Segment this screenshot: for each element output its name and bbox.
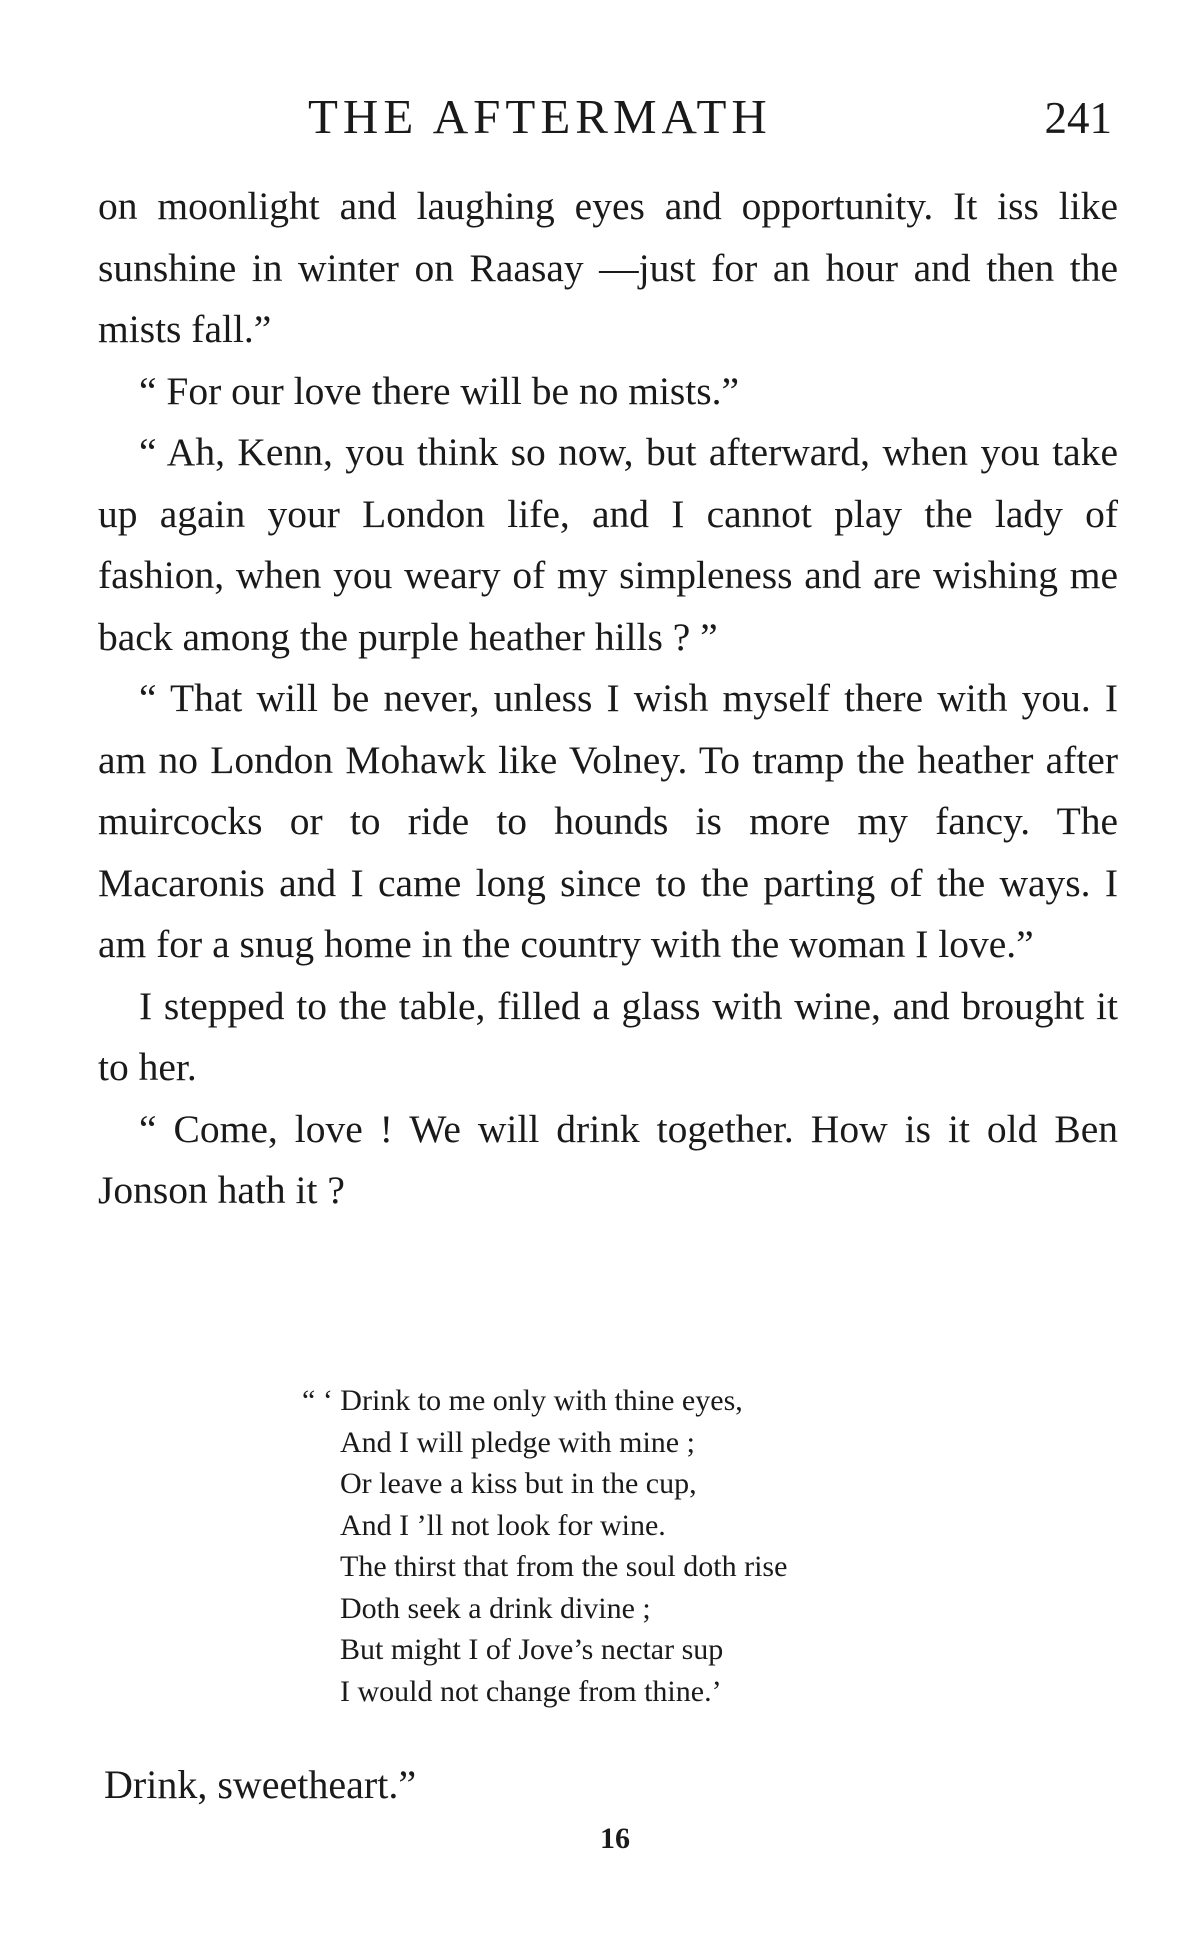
verse-line: Doth seek a drink divine ;	[340, 1591, 651, 1625]
verse-quotation	[302, 1380, 960, 1712]
closing-line: Drink, sweetheart.”	[104, 1762, 417, 1807]
paragraph: “ For our love there will be no mists.”	[139, 368, 740, 413]
paragraph: “ That will be never, unless I wish myself there with you. I am no London Mohawk like Volney. To tramp the heather after muircocks or to ride to hounds is more my fancy. The Macaronis and I came long since to the parting of the ways. I am for a snug home in the country with the woman I love.”	[98, 676, 1118, 966]
verse-line: But might I of Jove’s nectar sup	[340, 1633, 724, 1666]
paragraph: I stepped to the table, filled a glass with wine, and brought it to her.	[98, 983, 1118, 1089]
paragraph: “ Ah, Kenn, you think so now, but afterward, when you take up again your London life, and I cannot play the lady of fashion, when you weary of my simpleness and are wishing me back among the purple heather hills ? ”	[98, 430, 1118, 659]
page-number: 241	[1044, 93, 1112, 143]
verse-line: “ ‘ Drink to me only with thine eyes,	[302, 1384, 743, 1417]
paragraph: on moonlight and laughing eyes and opportunity. It iss like sunshine in winter on Raasay —just for an hour and then the mists fall.”	[98, 184, 1118, 351]
paragraph: “ Come, love ! We will drink together. How is it old Ben Jonson hath it ?	[98, 1106, 1118, 1212]
verse-line: Or leave a kiss but in the cup,	[340, 1467, 697, 1500]
body-text	[98, 176, 1118, 1222]
verse-line: And I will pledge with mine ;	[340, 1425, 695, 1459]
page-header	[98, 88, 1112, 148]
verse-line: And I ’ll not look for wine.	[340, 1508, 666, 1542]
verse-line: I would not change from thine.’	[340, 1674, 722, 1708]
verse-line: The thirst that from the soul doth rise	[340, 1550, 788, 1583]
running-title: THE AFTERMATH	[308, 89, 772, 144]
signature-mark: 16	[600, 1822, 630, 1855]
